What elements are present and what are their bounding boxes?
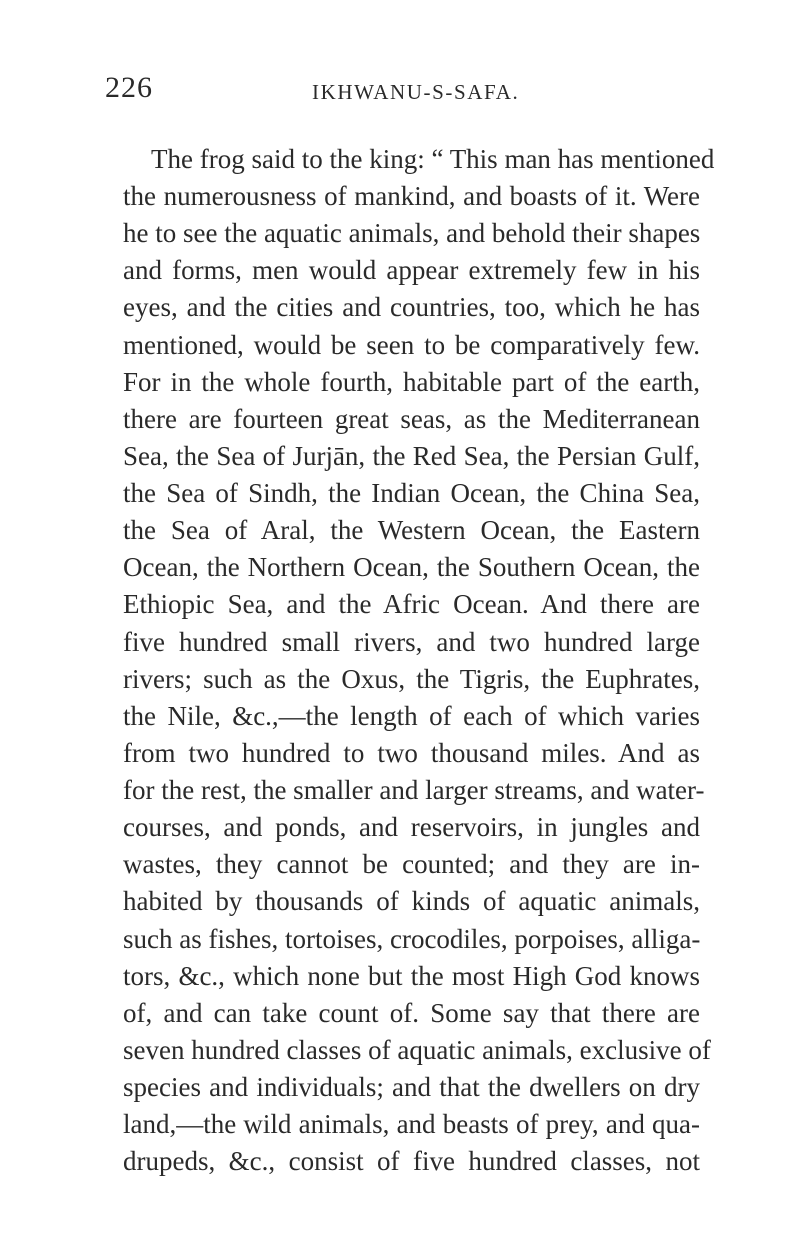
text-line: and forms, men would appear extremely few in his — [123, 255, 700, 285]
text-line: the numerousness of mankind, and boasts of it. Were — [123, 181, 700, 211]
text-line: courses, and ponds, and reservoirs, in jungles and — [123, 812, 700, 842]
text-line: mentioned, would be seen to be comparatively few. — [123, 330, 700, 360]
running-title: IKHWANU-S-SAFA. — [312, 80, 520, 104]
text-line: Ocean, the Northern Ocean, the Southern Ocean, the — [123, 552, 700, 582]
text-line: seven hundred classes of aquatic animals, exclusive of — [123, 1035, 711, 1065]
text-line: rivers; such as the Oxus, the Tigris, the Euphrates, — [123, 664, 700, 694]
text-line: such as fishes, tortoises, crocodiles, porpoises, alliga- — [123, 924, 701, 954]
text-line: tors, &c., which none but the most High God knows — [123, 961, 700, 991]
text-line: of, and can take count of. Some say that there are — [123, 998, 700, 1028]
text-line: Sea, the Sea of Jurjān, the Red Sea, the Persian Gulf, — [123, 441, 700, 471]
text-line: five hundred small rivers, and two hundred large — [123, 627, 700, 657]
page-number: 226 — [105, 71, 153, 104]
text-line: The frog said to the king: “ This man has mentioned — [151, 144, 715, 174]
text-line: habited by thousands of kinds of aquatic animals, — [123, 886, 700, 916]
text-line: For in the whole fourth, habitable part of the earth, — [123, 367, 700, 397]
text-line: drupeds, &c., consist of five hundred classes, not — [123, 1146, 700, 1176]
text-line: from two hundred to two thousand miles. And as — [123, 738, 700, 768]
text-line: the Sea of Aral, the Western Ocean, the Eastern — [123, 515, 700, 545]
text-line: he to see the aquatic animals, and behold their shapes — [123, 218, 701, 248]
text-line: the Sea of Sindh, the Indian Ocean, the China Sea, — [123, 478, 700, 508]
text-line: the Nile, &c.,—the length of each of which varies — [123, 701, 700, 731]
text-line: eyes, and the cities and countries, too, which he has — [123, 292, 700, 322]
text-line: wastes, they cannot be counted; and they are in- — [123, 849, 700, 879]
text-line: Ethiopic Sea, and the Afric Ocean. And there are — [123, 589, 700, 619]
text-line: there are fourteen great seas, as the Mediterranean — [123, 404, 700, 434]
text-line: species and individuals; and that the dwellers on dry — [123, 1072, 700, 1102]
text-line: for the rest, the smaller and larger streams, and water- — [123, 775, 705, 805]
text-line: land,—the wild animals, and beasts of prey, and qua- — [123, 1109, 700, 1139]
